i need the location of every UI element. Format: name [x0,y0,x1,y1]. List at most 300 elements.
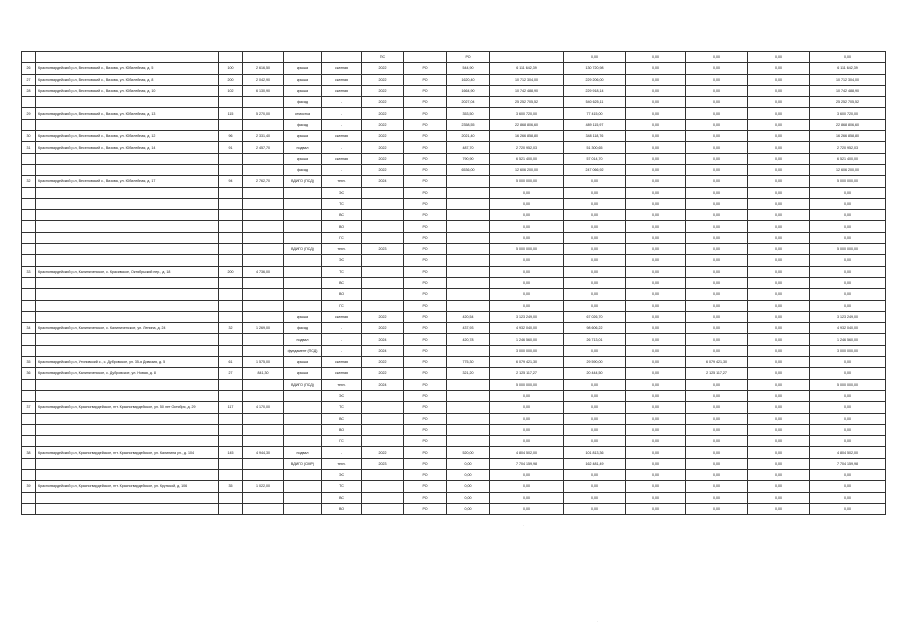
cell-element-type: ВС [322,210,362,221]
cell-area [243,345,284,356]
cell-fund-other: 0,00 [748,255,810,266]
cell-per-unit-cost: 130 720,98 [564,63,626,74]
cell-residents [219,277,243,288]
cell-area [243,187,284,198]
cell-row-number [22,277,36,288]
cell-area [243,244,284,255]
cell-fund-budget: 2 125 117,27 [686,368,748,379]
cell-row-number [22,255,36,266]
cell-address [36,198,219,209]
cell-address [36,210,219,221]
cell-per-unit-cost: 0,00 [564,300,626,311]
cell-fund-other: 0,00 [748,436,810,447]
cell-fund-other: 0,00 [748,187,810,198]
cell-fund-budget: 0,00 [686,52,748,63]
cell-element [284,402,322,413]
cell-volume: 1664,90 [447,85,490,96]
table-row [22,289,886,300]
table-row [22,266,886,277]
cell-fund-budget: 0,00 [686,323,748,334]
cell-fund-regop: 0,00 [810,221,886,232]
cell-area: 2 042,90 [243,74,284,85]
cell-address: Красногвардейский р-н, Веселовский с., Визова, ул. Юбилейная, д. 5 [36,63,219,74]
cell-fund-regop: 0,00 [810,232,886,243]
cell-fund-regop: 3 123 249,00 [810,311,886,322]
table-row [22,334,886,345]
cell-element-type [322,52,362,63]
cell-fund-owner: 0,00 [626,334,686,345]
cell-volume: 0,00 [447,492,490,503]
cell-fund-owner: 0,00 [626,289,686,300]
cell-fund-budget: 0,00 [686,334,748,345]
table-row [22,119,886,130]
cell-element [284,210,322,221]
cell-residents [219,334,243,345]
cell-area: 2 616,50 [243,63,284,74]
cell-area [243,390,284,401]
cell-residents: 200 [219,74,243,85]
cell-fund-source: РО [404,323,447,334]
cell-fund-budget: 0,00 [686,63,748,74]
cell-fund-owner: 0,00 [626,232,686,243]
cell-row-number: 28 [22,85,36,96]
cell-year [362,424,404,435]
cell-total-cost: 3 600 720,00 [490,108,564,119]
cell-fund-other: 0,00 [748,221,810,232]
cell-residents [219,52,243,63]
cell-area: 2 457,70 [243,142,284,153]
cell-fund-owner: 0,00 [626,74,686,85]
cell-volume [447,345,490,356]
table-row [22,142,886,153]
cell-year [362,221,404,232]
cell-total-cost: 3 123 249,00 [490,311,564,322]
cell-element: крыша [284,74,322,85]
cell-element-type: ВС [322,277,362,288]
cell-element: крыша [284,63,322,74]
cell-fund-owner: 0,00 [626,131,686,142]
cell-element-type: ТС [322,198,362,209]
cell-fund-regop: 0,00 [810,198,886,209]
cell-fund-regop: 0,00 [810,413,886,424]
cell-residents [219,503,243,514]
cell-fund-regop: 0,00 [810,300,886,311]
cell-volume: 321,20 [447,368,490,379]
cell-fund-source: РО [404,481,447,492]
cell-per-unit-cost: 0,00 [564,469,626,480]
cell-year: 2022 [362,131,404,142]
cell-year [362,492,404,503]
cell-per-unit-cost: 77 415,00 [564,108,626,119]
cell-element-type: ВС [322,492,362,503]
cell-fund-budget: 0,00 [686,176,748,187]
cell-per-unit-cost: 0,00 [564,176,626,187]
cell-area [243,424,284,435]
cell-year [362,277,404,288]
cell-element-type: ГС [322,436,362,447]
cell-area: 2 331,40 [243,131,284,142]
cell-address [36,469,219,480]
cell-residents [219,300,243,311]
cell-element [284,266,322,277]
cell-volume [447,277,490,288]
cell-fund-owner: 0,00 [626,357,686,368]
cell-total-cost: 0,00 [490,492,564,503]
cell-fund-owner: 0,00 [626,492,686,503]
cell-row-number [22,232,36,243]
cell-fund-regop: 0,00 [810,402,886,413]
cell-area [243,311,284,322]
cell-year [362,390,404,401]
cell-fund-source: РО [404,357,447,368]
cell-volume: 437,93 [447,323,490,334]
cell-fund-budget: 0,00 [686,108,748,119]
cell-fund-owner: 0,00 [626,379,686,390]
cell-fund-other: 0,00 [748,164,810,175]
cell-fund-source: РО [404,255,447,266]
cell-element [284,424,322,435]
cell-residents [219,492,243,503]
cell-element: ВДИГО (СМР) [284,458,322,469]
cell-row-number [22,492,36,503]
cell-volume: РО [447,52,490,63]
cell-total-cost: 3 000 000,00 [490,345,564,356]
cell-fund-other: 0,00 [748,74,810,85]
cell-volume [447,244,490,255]
cell-fund-budget: 0,00 [686,390,748,401]
cell-residents [219,153,243,164]
table-row [22,74,886,85]
cell-area [243,458,284,469]
cell-per-unit-cost: 0,00 [564,436,626,447]
cell-residents [219,244,243,255]
cell-volume [447,379,490,390]
table-row [22,52,886,63]
cell-fund-source: РО [404,436,447,447]
cell-fund-other: 0,00 [748,176,810,187]
cell-row-number [22,424,36,435]
cell-element [284,481,322,492]
cell-area [243,277,284,288]
cell-element: отмостка [284,108,322,119]
cell-element-type: ВС [322,413,362,424]
cell-address: Красногвардейский р-н, Веселовский с., Визова, ул. Юбилейная, д. 13 [36,108,219,119]
cell-year: 2024 [362,379,404,390]
cell-fund-source: РО [404,311,447,322]
cell-fund-other: 0,00 [748,85,810,96]
cell-total-cost: 0,00 [490,187,564,198]
cell-per-unit-cost: 0,00 [564,289,626,300]
cell-volume [447,187,490,198]
cell-row-number [22,289,36,300]
cell-address [36,289,219,300]
table-row [22,108,886,119]
cell-fund-owner: 0,00 [626,85,686,96]
cell-total-cost: 0,00 [490,481,564,492]
cell-element-type: техн. [322,379,362,390]
cell-fund-budget: 0,00 [686,131,748,142]
cell-fund-budget: 0,00 [686,413,748,424]
cell-element [284,390,322,401]
cell-total-cost: 6 111 642,39 [490,63,564,74]
cell-volume [447,198,490,209]
cell-fund-source: РО [404,142,447,153]
cell-row-number [22,334,36,345]
cell-fund-owner: 0,00 [626,119,686,130]
cell-volume: 0,00 [447,458,490,469]
cell-fund-source: РО [404,424,447,435]
cell-fund-budget: 0,00 [686,85,748,96]
cell-year: 2022 [362,153,404,164]
cell-year [362,289,404,300]
cell-volume: 0,00 [447,503,490,514]
table-row [22,210,886,221]
cell-fund-owner: 0,00 [626,142,686,153]
cell-fund-regop: 22 868 806,60 [810,119,886,130]
cell-per-unit-cost: 0,00 [564,345,626,356]
cell-fund-regop: 3 000 000,00 [810,345,886,356]
cell-element-type: ТС [322,402,362,413]
cell-row-number [22,390,36,401]
cell-total-cost: 6 521 400,00 [490,153,564,164]
cell-per-unit-cost: 0,00 [564,424,626,435]
cell-fund-regop: 0,00 [810,52,886,63]
cell-element-type: - [322,142,362,153]
cell-row-number [22,244,36,255]
cell-element [284,187,322,198]
cell-element [284,221,322,232]
cell-element [284,52,322,63]
cell-per-unit-cost: 0,00 [564,244,626,255]
cell-element-type: - [322,323,362,334]
cell-total-cost: 22 868 806,60 [490,119,564,130]
cell-address: Красногвардейский р-н, Красногвардейское, пгт. Красногвардейское, ул. Крупской, д. 106 [36,481,219,492]
table-row [22,447,886,458]
table-row [22,436,886,447]
cell-element [284,255,322,266]
cell-fund-other: 0,00 [748,503,810,514]
cell-volume: 2358,55 [447,119,490,130]
cell-address [36,52,219,63]
cell-year: 2024 [362,345,404,356]
cell-area [243,198,284,209]
cell-element [284,198,322,209]
cell-element: подвал [284,447,322,458]
cell-fund-owner: 0,00 [626,153,686,164]
cell-residents [219,458,243,469]
cell-per-unit-cost: 0,00 [564,492,626,503]
cell-fund-owner: 0,00 [626,469,686,480]
cell-per-unit-cost: 0,00 [564,52,626,63]
cell-address: Красногвардейский р-н, Веселовский с., Визова, ул. Юбилейная, д. 14 [36,142,219,153]
cell-row-number: 35 [22,357,36,368]
cell-element [284,300,322,311]
cell-row-number [22,52,36,63]
cell-fund-source: РО [404,390,447,401]
cell-fund-other: 0,00 [748,289,810,300]
cell-volume: 775,30 [447,357,490,368]
table-row [22,277,886,288]
cell-fund-other: 0,00 [748,232,810,243]
cell-fund-other: 0,00 [748,368,810,379]
cell-year: ПС [362,52,404,63]
cell-address [36,379,219,390]
cell-residents [219,221,243,232]
cell-total-cost: 1 246 560,00 [490,334,564,345]
cell-element-type: ВО [322,289,362,300]
cell-fund-budget: 0,00 [686,142,748,153]
cell-fund-regop: 0,00 [810,469,886,480]
cell-element: фундамент (ПСД) [284,345,322,356]
table-row [22,458,886,469]
cell-residents: 94 [219,176,243,187]
cell-fund-source: РО [404,458,447,469]
cell-fund-budget: 0,00 [686,311,748,322]
cell-element-type: - [322,334,362,345]
scan-speck: . [523,522,525,527]
cell-row-number [22,198,36,209]
cell-area: 2 762,70 [243,176,284,187]
cell-fund-owner: 0,00 [626,97,686,108]
cell-total-cost: 5 000 000,00 [490,244,564,255]
cell-residents: 91 [219,142,243,153]
cell-fund-other: 0,00 [748,277,810,288]
cell-fund-source: РО [404,210,447,221]
cell-address [36,232,219,243]
cell-area [243,300,284,311]
cell-fund-regop: 5 000 000,00 [810,379,886,390]
cell-total-cost: 5 000 000,00 [490,379,564,390]
cell-year [362,413,404,424]
cell-volume [447,176,490,187]
cell-row-number [22,300,36,311]
cell-element-type: - [322,97,362,108]
cell-year: 2022 [362,97,404,108]
cell-fund-owner: 0,00 [626,266,686,277]
cell-fund-owner: 0,00 [626,277,686,288]
cell-fund-regop: 0,00 [810,357,886,368]
cell-year [362,503,404,514]
cell-per-unit-cost: 0,00 [564,210,626,221]
cell-fund-other: 0,00 [748,266,810,277]
cell-fund-owner: 0,00 [626,503,686,514]
cell-fund-source: РО [404,503,447,514]
cell-element-type: ЭС [322,255,362,266]
cell-fund-budget: 0,00 [686,266,748,277]
cell-fund-source: РО [404,469,447,480]
cell-fund-regop: 0,00 [810,492,886,503]
cell-year [362,232,404,243]
cell-per-unit-cost: 51 300,65 [564,142,626,153]
cell-row-number: 29 [22,108,36,119]
table-row [22,255,886,266]
cell-total-cost: 0,00 [490,198,564,209]
cell-total-cost: 0,00 [490,436,564,447]
cell-per-unit-cost: 0,00 [564,187,626,198]
cell-element [284,289,322,300]
cell-area: 4 170,00 [243,402,284,413]
cell-fund-source: РО [404,300,447,311]
cell-address [36,164,219,175]
cell-year: 2022 [362,74,404,85]
cell-area [243,469,284,480]
cell-row-number [22,97,36,108]
cell-area [243,436,284,447]
cell-row-number [22,379,36,390]
cell-element-type: скатная [322,357,362,368]
cell-address: Красногвардейский р-н, Веселовский с., Визова, ул. Юбилейная, д. 10 [36,85,219,96]
cell-fund-regop: 5 000 000,00 [810,176,886,187]
cell-residents [219,119,243,130]
cell-element: крыша [284,357,322,368]
cell-fund-other: 0,00 [748,424,810,435]
cell-fund-other: 0,00 [748,481,810,492]
cell-fund-regop: 0,00 [810,368,886,379]
cell-area [243,379,284,390]
cell-volume: 790,90 [447,153,490,164]
cell-fund-regop: 0,00 [810,289,886,300]
table-row [22,187,886,198]
cell-per-unit-cost: 247 066,92 [564,164,626,175]
cell-fund-regop: 10 742 488,90 [810,85,886,96]
cell-fund-other: 0,00 [748,131,810,142]
cell-volume [447,266,490,277]
cell-address [36,311,219,322]
cell-per-unit-cost: 98 606,22 [564,323,626,334]
cell-fund-regop: 0,00 [810,424,886,435]
cell-fund-budget: 0,00 [686,232,748,243]
cell-fund-other: 0,00 [748,357,810,368]
cell-fund-other: 0,00 [748,390,810,401]
cell-area: 6 130,90 [243,85,284,96]
cell-fund-source: РО [404,187,447,198]
cell-fund-budget: 0,00 [686,210,748,221]
cell-residents: 27 [219,368,243,379]
cell-fund-other: 0,00 [748,142,810,153]
table-row [22,97,886,108]
cell-fund-budget: 0,00 [686,402,748,413]
cell-fund-budget: 0,00 [686,277,748,288]
cell-area: 5 270,00 [243,108,284,119]
cell-fund-budget: 0,00 [686,221,748,232]
cell-fund-budget: 0,00 [686,153,748,164]
cell-fund-owner: 0,00 [626,198,686,209]
cell-fund-source: РО [404,413,447,424]
cell-row-number: 39 [22,481,36,492]
cell-fund-other: 0,00 [748,108,810,119]
cell-volume: 0,00 [447,481,490,492]
cell-residents [219,232,243,243]
cell-fund-regop: 25 252 705,52 [810,97,886,108]
cell-element-type: - [322,119,362,130]
cell-fund-regop: 4 932 040,00 [810,323,886,334]
table-row [22,323,886,334]
cell-fund-other: 0,00 [748,210,810,221]
cell-total-cost: 4 804 502,00 [490,447,564,458]
cell-fund-budget: 0,00 [686,492,748,503]
cell-fund-source: РО [404,289,447,300]
cell-total-cost: 0,00 [490,255,564,266]
cell-row-number [22,345,36,356]
cell-per-unit-cost: 0,00 [564,402,626,413]
cell-element-type: - [322,447,362,458]
cell-fund-source: РО [404,334,447,345]
cell-residents [219,164,243,175]
cell-area [243,164,284,175]
cell-fund-owner: 0,00 [626,458,686,469]
cell-row-number [22,221,36,232]
cell-volume [447,402,490,413]
